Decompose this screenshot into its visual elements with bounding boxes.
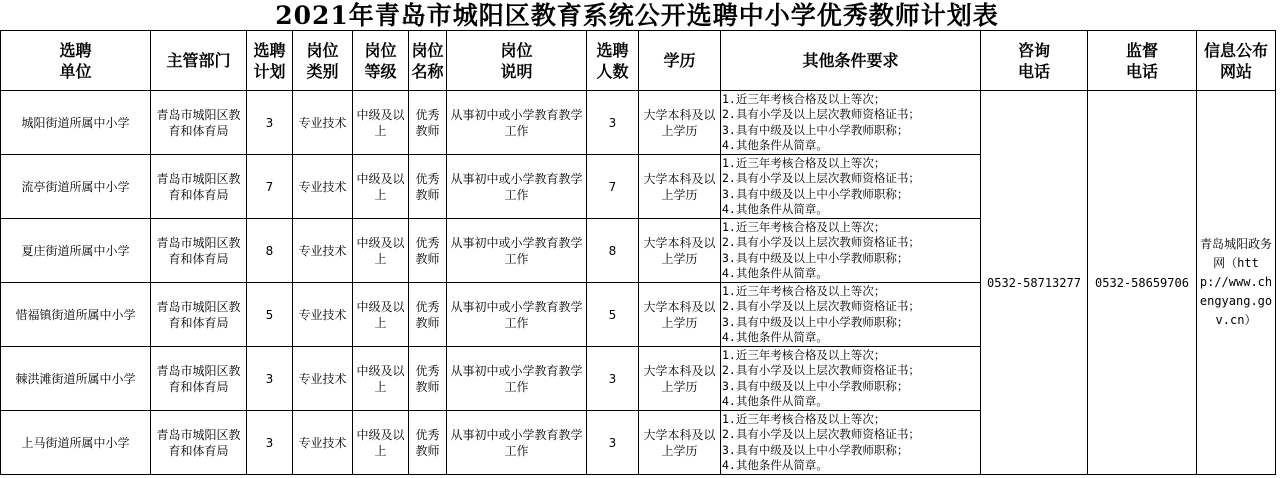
- condition-line: 2.具有小学及以上层次教师资格证书；: [722, 235, 920, 249]
- cell-name: 优秀教师: [409, 219, 447, 283]
- header-supervise-phone: 监督 电话: [1088, 31, 1197, 91]
- cell-category: 专业技术: [293, 411, 353, 475]
- condition-line: 2.具有小学及以上层次教师资格证书；: [722, 427, 920, 441]
- cell-count: 7: [587, 155, 639, 219]
- cell-plan: 3: [247, 91, 293, 155]
- cell-count: 3: [587, 347, 639, 411]
- condition-line: 2.具有小学及以上层次教师资格证书；: [722, 107, 920, 121]
- condition-line: 3.具有中级及以上中小学教师职称；: [722, 442, 909, 457]
- cell-unit: 流亭街道所属中小学: [1, 155, 151, 219]
- cell-plan: 3: [247, 411, 293, 475]
- cell-conditions: [721, 219, 981, 283]
- cell-category: 专业技术: [293, 219, 353, 283]
- cell-desc: 从事初中或小学教育教学工作: [447, 347, 587, 411]
- cell-supervise-phone: 0532-58659706: [1088, 91, 1197, 475]
- cell-dept: 青岛市城阳区教育和体育局: [151, 283, 247, 347]
- header-edu: 学历: [639, 31, 721, 91]
- header-consult-phone: 咨询 电话: [981, 31, 1088, 91]
- cell-unit: 城阳街道所属中小学: [1, 91, 151, 155]
- cell-level: 中级及以上: [353, 411, 409, 475]
- cell-desc: 从事初中或小学教育教学工作: [447, 283, 587, 347]
- condition-line: 4.其他条件从简章。: [722, 394, 828, 408]
- cell-unit: 夏庄街道所属中小学: [1, 219, 151, 283]
- condition-line: 3.具有中级及以上中小学教师职称；: [722, 314, 909, 329]
- condition-line: 1.近三年考核合格及以上等次；: [722, 91, 886, 106]
- cell-edu: 大学本科及以上学历: [639, 91, 721, 155]
- header-unit: 选聘 单位: [1, 31, 151, 91]
- header-plan: 选聘 计划: [247, 31, 293, 91]
- header-category: 岗位 类别: [293, 31, 353, 91]
- condition-line: 1.近三年考核合格及以上等次；: [722, 283, 886, 298]
- page-title: 2021年青岛市城阳区教育系统公开选聘中小学优秀教师计划表: [275, 1, 999, 30]
- cell-unit: 惜福镇街道所属中小学: [1, 283, 151, 347]
- header-name: 岗位 名称: [409, 31, 447, 91]
- condition-line: 4.其他条件从简章。: [722, 266, 828, 280]
- condition-line: 2.具有小学及以上层次教师资格证书；: [722, 299, 920, 313]
- cell-count: 3: [587, 91, 639, 155]
- condition-line: 1.近三年考核合格及以上等次；: [722, 219, 886, 234]
- cell-dept: 青岛市城阳区教育和体育局: [151, 91, 247, 155]
- cell-count: 3: [587, 411, 639, 475]
- condition-line: 4.其他条件从简章。: [722, 202, 828, 216]
- condition-line: 3.具有中级及以上中小学教师职称；: [722, 250, 909, 265]
- condition-line: 3.具有中级及以上中小学教师职称；: [722, 186, 909, 201]
- cell-dept: 青岛市城阳区教育和体育局: [151, 411, 247, 475]
- cell-level: 中级及以上: [353, 283, 409, 347]
- table-row: [1, 91, 1276, 155]
- condition-line: 3.具有中级及以上中小学教师职称；: [722, 122, 909, 137]
- cell-name: 优秀教师: [409, 283, 447, 347]
- condition-line: 1.近三年考核合格及以上等次；: [722, 155, 886, 170]
- cell-name: 优秀教师: [409, 155, 447, 219]
- condition-line: 2.具有小学及以上层次教师资格证书；: [722, 363, 920, 377]
- condition-line: 4.其他条件从简章。: [722, 458, 828, 472]
- cell-edu: 大学本科及以上学历: [639, 219, 721, 283]
- cell-dept: 青岛市城阳区教育和体育局: [151, 347, 247, 411]
- cell-dept: 青岛市城阳区教育和体育局: [151, 219, 247, 283]
- cell-desc: 从事初中或小学教育教学工作: [447, 219, 587, 283]
- cell-edu: 大学本科及以上学历: [639, 155, 721, 219]
- cell-level: 中级及以上: [353, 219, 409, 283]
- cell-desc: 从事初中或小学教育教学工作: [447, 411, 587, 475]
- condition-line: 1.近三年考核合格及以上等次；: [722, 411, 886, 426]
- cell-name: 优秀教师: [409, 91, 447, 155]
- cell-plan: 3: [247, 347, 293, 411]
- cell-level: 中级及以上: [353, 155, 409, 219]
- header-count: 选聘 人数: [587, 31, 639, 91]
- cell-website: 青岛城阳政务网（http://www.chengyang.gov.cn）: [1197, 91, 1276, 475]
- cell-conditions: [721, 283, 981, 347]
- cell-category: 专业技术: [293, 347, 353, 411]
- cell-conditions: [721, 347, 981, 411]
- cell-conditions: [721, 411, 981, 475]
- cell-conditions: [721, 91, 981, 155]
- cell-name: 优秀教师: [409, 347, 447, 411]
- condition-line: 3.具有中级及以上中小学教师职称；: [722, 378, 909, 393]
- header-dept: 主管部门: [151, 31, 247, 91]
- cell-plan: 7: [247, 155, 293, 219]
- recruitment-table: [0, 30, 1276, 475]
- cell-unit: 上马街道所属中小学: [1, 411, 151, 475]
- cell-edu: 大学本科及以上学历: [639, 347, 721, 411]
- header-desc: 岗位 说明: [447, 31, 587, 91]
- cell-level: 中级及以上: [353, 91, 409, 155]
- cell-unit: 棘洪滩街道所属中小学: [1, 347, 151, 411]
- header-level: 岗位 等级: [353, 31, 409, 91]
- cell-count: 5: [587, 283, 639, 347]
- condition-line: 1.近三年考核合格及以上等次；: [722, 347, 886, 362]
- cell-level: 中级及以上: [353, 347, 409, 411]
- cell-plan: 5: [247, 283, 293, 347]
- header-conditions: 其他条件要求: [721, 31, 981, 91]
- condition-line: 4.其他条件从简章。: [722, 330, 828, 344]
- header-website: 信息公布 网站: [1197, 31, 1276, 91]
- cell-edu: 大学本科及以上学历: [639, 283, 721, 347]
- cell-desc: 从事初中或小学教育教学工作: [447, 155, 587, 219]
- cell-category: 专业技术: [293, 91, 353, 155]
- cell-consult-phone: 0532-58713277: [981, 91, 1088, 475]
- cell-category: 专业技术: [293, 283, 353, 347]
- condition-line: 4.其他条件从简章。: [722, 138, 828, 152]
- cell-name: 优秀教师: [409, 411, 447, 475]
- cell-category: 专业技术: [293, 155, 353, 219]
- cell-conditions: [721, 155, 981, 219]
- cell-count: 8: [587, 219, 639, 283]
- cell-dept: 青岛市城阳区教育和体育局: [151, 155, 247, 219]
- cell-edu: 大学本科及以上学历: [639, 411, 721, 475]
- condition-line: 2.具有小学及以上层次教师资格证书；: [722, 171, 920, 185]
- cell-desc: 从事初中或小学教育教学工作: [447, 91, 587, 155]
- cell-plan: 8: [247, 219, 293, 283]
